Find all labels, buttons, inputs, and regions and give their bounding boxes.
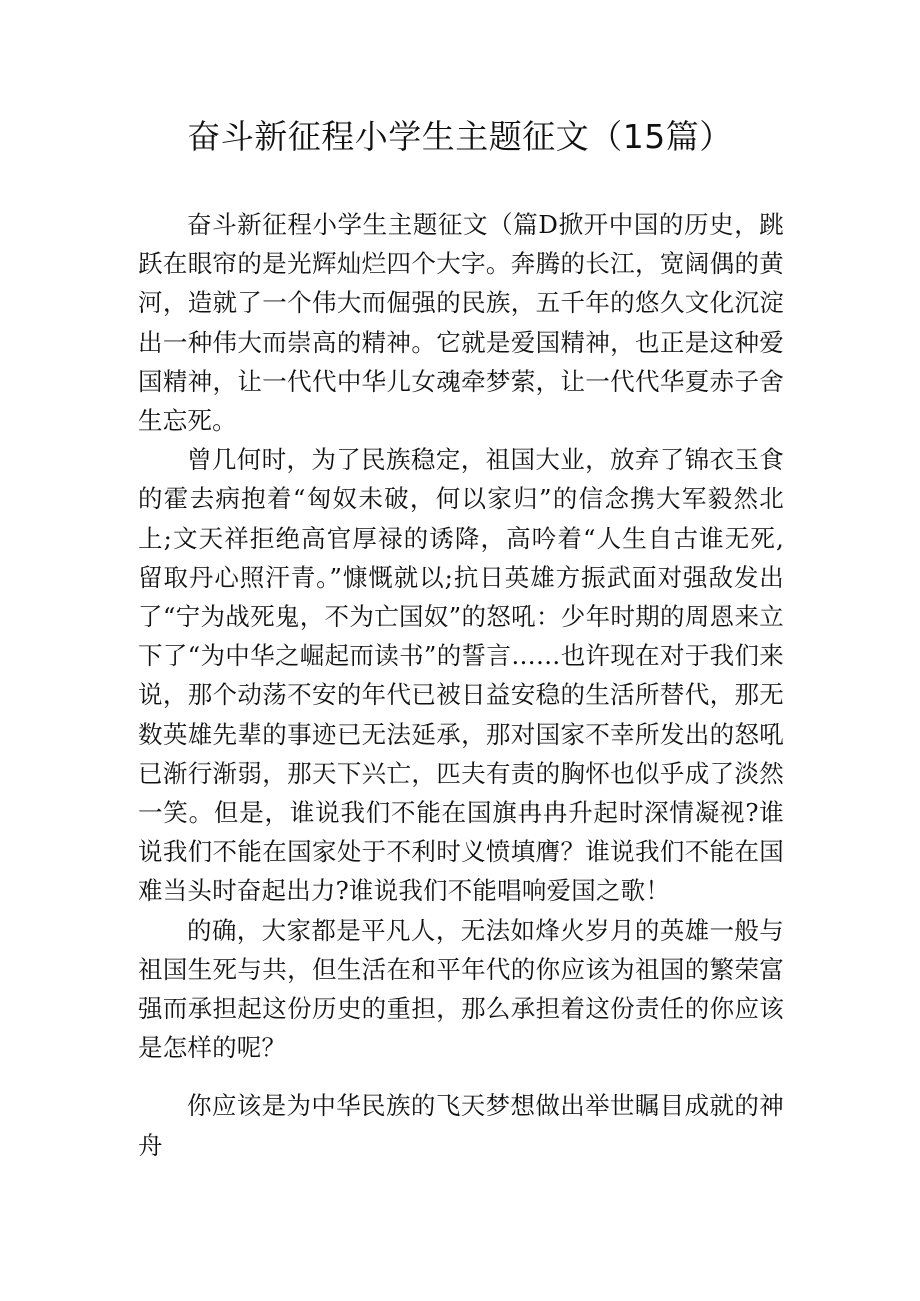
paragraph-1: 奋斗新征程小学生主题征文（篇D掀开中国的历史，跳跃在眼帘的是光辉灿烂四个大字。奔腾的长江，宽阔偶的黄河，造就了一个伟大而倔强的民族，五千年的悠久文化沉淀出一种伟大而崇高的精神。它就是爱国精神，也正是这种爱国精神，让一代代中华儿女魂牵梦萦，让一代代华夏赤子舍生忘死。 <box>138 210 784 436</box>
document-body <box>138 205 784 1165</box>
paragraph-3: 的确，大家都是平凡人，无法如烽火岁月的英雄一般与祖国生死与共，但生活在和平年代的你应该为祖国的繁荣富强而承担起这份历史的重担，那么承担着这份责任的你应该是怎样的呢？ <box>138 915 784 1063</box>
document-title: 奋斗新征程小学生主题征文（15篇） <box>187 117 733 156</box>
paragraph-4: 你应该是为中华民族的飞天梦想做出举世瞩目成就的神舟 <box>138 1091 784 1160</box>
paragraph-2: 曾几何时，为了民族稳定，祖国大业，放弃了锦衣玉食的霍去病抱着“匈奴未破，何以家归”的信念携大军毅然北上;文天祥拒绝高官厚禄的诱降，高吟着“人生自古谁无死,留取丹心照汗青。”慷慨就以;抗日英雄方振武面对强敌发出了“宁为战死鬼，不为亡国奴”的怒吼：少年时期的周恩来立下了“为中华之崛起而读书”的誓言……也许现在对于我们来说，那个动荡不安的年代已被日益安稳的生活所替代，那无数英雄先辈的事迹已无法延承，那对国家不幸所发出的怒吼已渐行渐弱，那天下兴亡，匹夫有责的胸怀也似乎成了淡然一笑。但是，谁说我们不能在国旗冉冉升起时深情凝视?谁说我们不能在国家处于不利时义愤填膺？谁说我们不能在国难当头时奋起出力?谁说我们不能唱响爱国之歌！ <box>138 445 784 906</box>
